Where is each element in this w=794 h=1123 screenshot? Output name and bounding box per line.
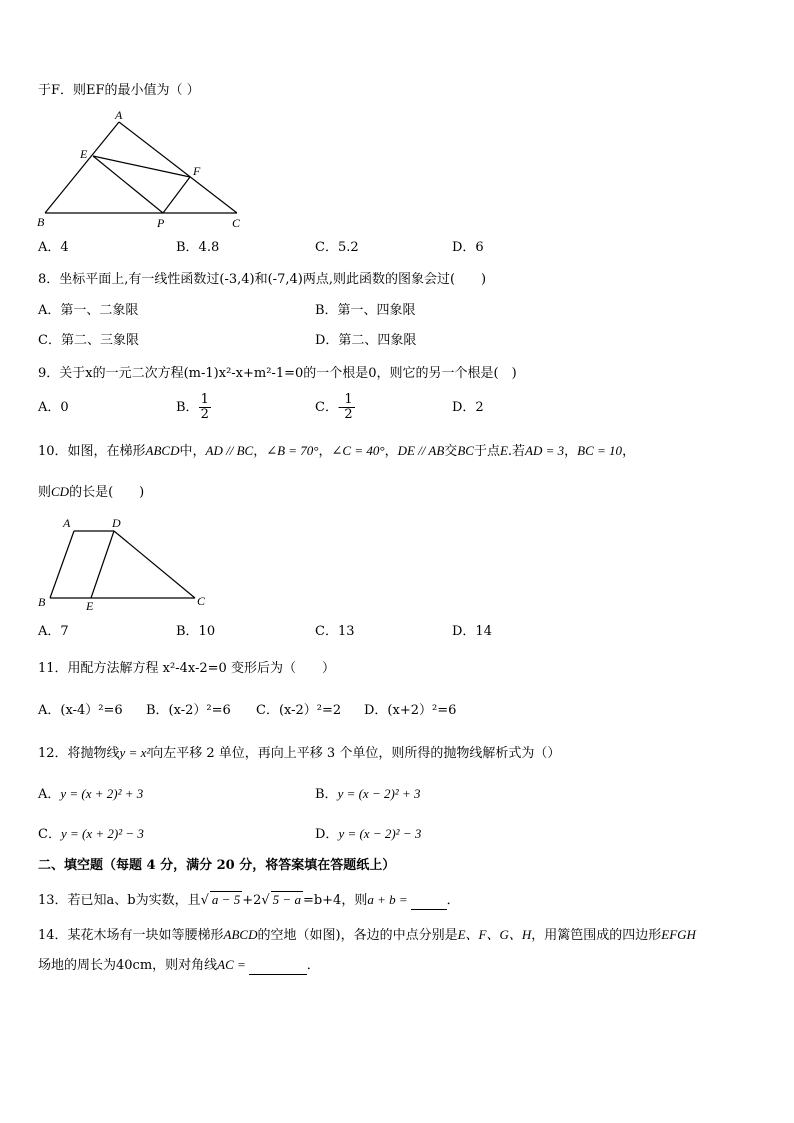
- q10-abcd: ABCD: [145, 443, 180, 458]
- q12-option-a: [38, 786, 143, 803]
- q12-option-b: [315, 786, 420, 803]
- q13-answer-blank[interactable]: [411, 893, 447, 910]
- q12-option-c: [38, 826, 144, 843]
- q14-text-1: 14．某花木场有一块如等腰梯形: [38, 928, 224, 943]
- q10-sep-5: ，: [564, 444, 578, 459]
- q13-text-2: =b+4，则: [302, 893, 368, 908]
- q11-option-c: C．(x-2）²=2: [256, 703, 342, 718]
- q14-stem-line2: [38, 957, 320, 975]
- q12-option-d: [315, 826, 421, 843]
- q12-text-1: 12．将抛物线: [38, 746, 120, 761]
- q11-stem: 11．用配方法解方程 x²-4x-2=0 变形后为（ ）: [38, 661, 335, 676]
- q10-label-a: A: [63, 516, 71, 530]
- q10-option-c: C．13: [315, 624, 355, 639]
- q9-option-b-numerator: 1: [200, 392, 209, 407]
- q13-radicand-2: 5 − a: [272, 892, 301, 907]
- q10-option-d: D．14: [452, 624, 492, 639]
- q10-stem-line2: [38, 484, 144, 501]
- q10-option-b: B．10: [176, 624, 216, 639]
- q7-option-b: B．4.8: [176, 240, 220, 255]
- q10-cond-de-parallel-ab: DE // AB: [397, 443, 445, 458]
- q10-bc: BC: [457, 443, 474, 458]
- q7-option-c: C．5.2: [315, 240, 359, 255]
- section-heading-fill-in: 二、填空题（每题 4 分，满分 20 分，将答案填在答题纸上）: [38, 858, 396, 873]
- q10-text-5: .若: [507, 444, 526, 459]
- q10-cond-ad-value: AD = 3: [525, 443, 565, 458]
- q10-text-3: 交: [444, 444, 458, 459]
- q9-option-a: A．0: [38, 400, 69, 415]
- q10-line2-text-2: 的长是( ): [69, 485, 145, 500]
- q7-label-b: B: [37, 215, 45, 229]
- q8-stem: 8．坐标平面上,有一线性函数过(-3,4)和(-7,4)两点,则此函数的图象会过( ): [38, 272, 487, 287]
- q9-option-c-numerator: 1: [344, 392, 353, 407]
- q7-figure: [30, 104, 260, 230]
- q10-sep-1: ，: [253, 444, 267, 459]
- q10-line2-text-1: 则: [38, 485, 52, 500]
- q12-option-d-expr: y = (x − 2)² − 3: [338, 826, 422, 841]
- q9-option-d: D．2: [452, 400, 484, 415]
- q7-label-a: A: [115, 108, 123, 122]
- q10-cond-ad-parallel-bc: AD // BC: [205, 443, 254, 458]
- q9-option-b-fraction: [199, 393, 211, 422]
- q9-option-c-denominator: 2: [344, 407, 353, 422]
- q14-midpoints: E、F、G、H: [457, 927, 532, 942]
- q10-label-c: C: [197, 594, 206, 608]
- q9-option-b: [176, 391, 211, 425]
- q10-cd: CD: [51, 484, 70, 499]
- q7-label-e: E: [80, 147, 88, 161]
- q11-option-a: A．(x-4）²=6: [38, 703, 123, 718]
- q7-stem: 于F．则EF的最小值为（ ）: [38, 83, 200, 98]
- q13-plus: +2: [242, 893, 262, 908]
- q12-option-c-expr: y = (x + 2)² − 3: [60, 826, 144, 841]
- q10-sep-6: ，: [622, 444, 636, 459]
- q13-sum: a + b =: [367, 892, 408, 907]
- q12-option-a-label: A．: [38, 787, 61, 802]
- q13-end: ．: [446, 893, 460, 908]
- q13-radicand-1: a − 5: [211, 892, 241, 907]
- q8-option-a: A．第一、二象限: [38, 303, 139, 318]
- q12-option-a-expr: y = (x + 2)² + 3: [60, 786, 144, 801]
- q9-option-b-denominator: 2: [200, 407, 209, 422]
- q10-label-e: E: [86, 599, 94, 613]
- q10-point-e: E: [499, 443, 508, 458]
- q14-answer-blank[interactable]: [249, 958, 307, 975]
- q14-end: ．: [306, 958, 320, 973]
- q14-abcd: ABCD: [223, 927, 258, 942]
- q10-option-a: A．7: [38, 624, 69, 639]
- q14-text-2: 的空地（如图)，各边的中点分别是: [257, 928, 458, 943]
- q9-stem: 9．关于x的一元二次方程(m-1)x²-x+m²-1=0的一个根是0，则它的另一个根是( ): [38, 366, 517, 381]
- q10-text-4: 于点: [473, 444, 500, 459]
- q7-option-a: A．4: [38, 240, 69, 255]
- q10-stem: [38, 443, 635, 460]
- q12-option-b-expr: y = (x − 2)² + 3: [337, 786, 421, 801]
- q14-line2-text-1: 场地的周长为40cm，则对角线: [38, 958, 218, 973]
- q12-option-d-label: D．: [315, 827, 339, 842]
- q14-efgh: EFGH: [661, 927, 696, 942]
- q13-stem: [38, 891, 460, 910]
- q10-text-1: 10．如图，在梯形: [38, 444, 146, 459]
- q10-text-2: 中，: [179, 444, 206, 459]
- q7-option-d: D．6: [452, 240, 484, 255]
- q12-option-c-label: C．: [38, 827, 61, 842]
- q14-text-3: ，用篱笆围成的四边形: [531, 928, 662, 943]
- q10-cond-angle-c: ∠C = 40°: [331, 443, 385, 458]
- q7-label-p: P: [157, 216, 165, 230]
- q10-figure: [30, 512, 220, 616]
- q9-option-b-label: B．: [176, 400, 199, 415]
- q10-label-b: B: [38, 595, 46, 609]
- q10-sep-2: ，: [318, 444, 332, 459]
- q12-parabola: y = x²: [119, 745, 151, 760]
- q11-option-d: D．(x+2）²=6: [364, 703, 457, 718]
- q10-cond-bc-value: BC = 10: [577, 443, 623, 458]
- q12-option-b-label: B．: [315, 787, 338, 802]
- q8-option-c: C．第二、三象限: [38, 333, 139, 348]
- q9-option-c: [315, 391, 355, 425]
- q9-option-c-fraction: [342, 393, 354, 422]
- q7-label-c: C: [232, 216, 241, 230]
- q14-ac: AC =: [217, 957, 246, 972]
- q8-option-d: D．第二、四象限: [315, 333, 417, 348]
- q13-radical-2: √ 5 − a: [261, 892, 301, 908]
- q14-stem: [38, 927, 696, 944]
- q10-cond-angle-b: ∠B = 70°: [266, 443, 319, 458]
- q11-option-b: B．(x-2）²=6: [146, 703, 231, 718]
- q13-text-1: 13．若已知a、b为实数，且: [38, 893, 201, 908]
- q13-radical-1: √ a − 5: [200, 892, 241, 908]
- q10-label-d: D: [112, 516, 121, 530]
- q10-sep-3: ，: [384, 444, 398, 459]
- q7-label-f: F: [193, 164, 201, 178]
- q9-option-c-label: C．-: [315, 400, 343, 415]
- q12-text-2: 向左平移 2 单位，再向上平移 3 个单位，则所得的抛物线解析式为（）: [150, 746, 561, 761]
- q8-option-b: B．第一、四象限: [315, 303, 416, 318]
- q12-stem: [38, 745, 560, 762]
